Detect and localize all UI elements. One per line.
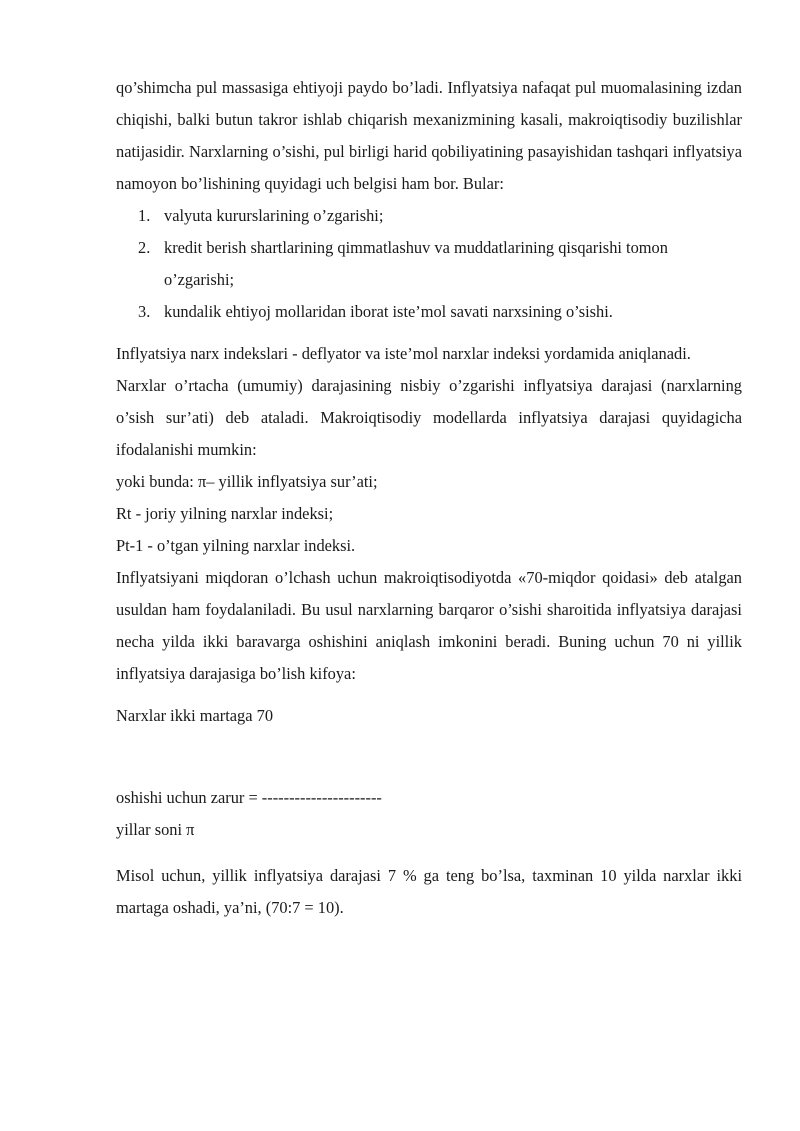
- definition-rt: Rt - joriy yilning narxlar indeksi;: [116, 504, 334, 523]
- spacer: [116, 690, 742, 700]
- list-item: [138, 296, 742, 328]
- spacer: [116, 846, 742, 860]
- formula-line-2: oshishi uchun zarur = ----------------------: [116, 788, 382, 807]
- list-item-number: 2.: [138, 238, 151, 257]
- rule-70-paragraph: Inflyatsiyani miqdoran o’lchash uchun makroiqtisodiyotda «70-miqdor qoidasi» deb atalgan usuldan ham foydalaniladi. Bu usul narxlarning barqaror o’sishi sharoitida inflyatsiya darajasi necha yilda ikki baravarga oshishini aniqlash imkonini beradi. Buning uchun 70 ni yillik inflyatsiya darajasiga bo’lish kifoya:: [116, 568, 742, 683]
- price-index-paragraph: Inflyatsiya narx indekslari - deflyator va iste’mol narxlar indeksi yordamida aniqlanadi.: [116, 344, 691, 363]
- spacer: [116, 328, 742, 338]
- document-page: [116, 72, 742, 924]
- formula-line-3: yillar soni π: [116, 820, 195, 839]
- inflation-level-paragraph: Narxlar o’rtacha (umumiy) darajasining nisbiy o’zgarishi inflyatsiya darajasi (narxlarning o’sish sur’ati) deb ataladi. Makroiqtisodiy modellarda inflyatsiya darajasi quyidagicha ifodalanishi mumkin:: [116, 376, 742, 459]
- list-item-text: kredit berish shartlarining qimmatlashuv va muddatlarining qisqarishi tomon o’zgarishi;: [164, 238, 668, 289]
- list-item-number: 3.: [138, 302, 151, 321]
- definition-pt-1: Pt-1 - o’tgan yilning narxlar indeksi.: [116, 536, 356, 555]
- inflation-signs-list: [116, 200, 742, 328]
- intro-paragraph: qo’shimcha pul massasiga ehtiyoji paydo bo’ladi. Inflyatsiya nafaqat pul muomalasining izdan chiqishi, balki butun takror ishlab chiqarish mexanizmining kasali, makroiqtisodiy buzilishlar natijasidir. Narxlarning o’sishi, pul birligi harid qobiliyatining pasayishidan tashqari inflyatsiya namoyon bo’lishining quyidagi uch belgisi ham bor. Bular:: [116, 78, 742, 193]
- spacer: [116, 732, 742, 782]
- list-item-text: kundalik ehtiyoj mollaridan iborat iste’mol savati narxsining o’sishi.: [164, 302, 613, 321]
- list-item-number: 1.: [138, 206, 151, 225]
- list-item: [138, 232, 742, 296]
- list-item: [138, 200, 742, 232]
- list-item-text: valyuta kururslarining o’zgarishi;: [164, 206, 384, 225]
- example-paragraph: Misol uchun, yillik inflyatsiya darajasi 7 % ga teng bo’lsa, taxminan 10 yilda narxlar ikki martaga oshadi, ya’ni, (70:7 = 10).: [116, 866, 742, 917]
- formula-line-1: Narxlar ikki martaga 70: [116, 706, 274, 725]
- definition-pi: yoki bunda: π– yillik inflyatsiya sur’ati;: [116, 472, 378, 491]
